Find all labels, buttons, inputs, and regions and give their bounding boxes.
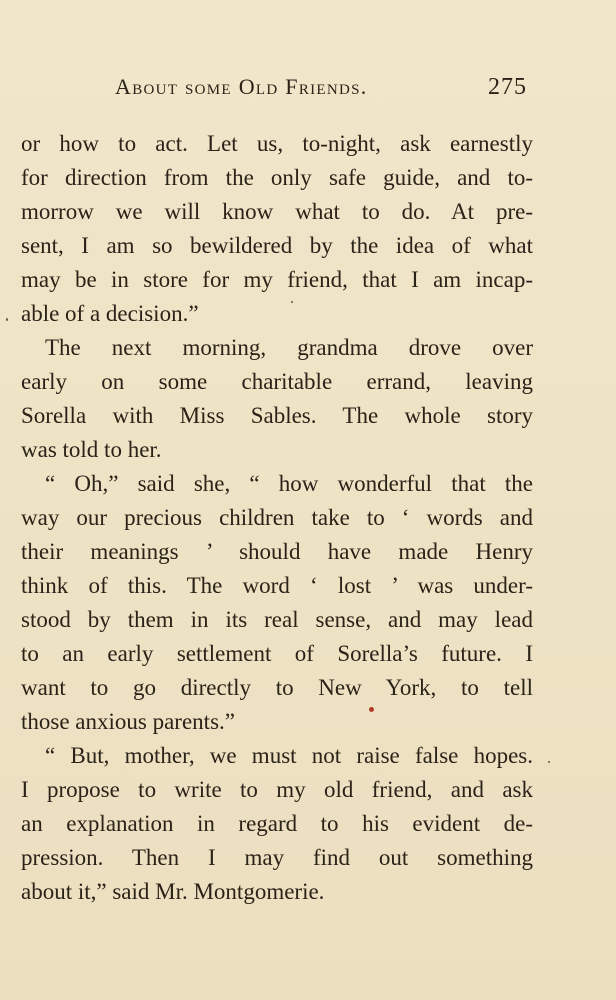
text-line: for direction from the only safe guide, and to- [21,165,533,190]
text-line: able of a decision.” [21,301,199,326]
text-line: about it,” said Mr. Montgomerie. [21,879,325,904]
body-text [21,127,533,909]
text-line: sent, I am so bewildered by the idea of what [21,233,533,258]
text-line: may be in store for my friend, that I am incap- [21,267,533,292]
ink-speck [369,707,374,712]
text-line: stood by them in its real sense, and may lead [21,607,533,632]
text-line: way our precious children take to ‘ words and [21,505,533,530]
text-line: I propose to write to my old friend, and ask [21,777,533,802]
text-line: was told to her. [21,437,162,462]
text-line: The next morning, grandma drove over [45,335,533,360]
ink-speck [6,318,8,321]
text-line: or how to act. Let us, to-night, ask earnestly [21,131,533,156]
text-line: “ Oh,” said she, “ how wonderful that the [45,471,533,496]
text-line: early on some charitable errand, leaving [21,369,533,394]
text-line: an explanation in regard to his evident de- [21,811,533,836]
text-line: morrow we will know what to do. At pre- [21,199,533,224]
page-number: 275 [488,74,527,100]
ink-speck [291,301,293,303]
text-line: think of this. The word ‘ lost ’ was under- [21,573,533,598]
running-head [0,74,616,106]
text-line: “ But, mother, we must not raise false hopes. [45,743,533,768]
text-line: want to go directly to New York, to tell [21,675,533,700]
text-line: their meanings ’ should have made Henry [21,539,533,564]
text-line: pression. Then I may find out something [21,845,533,870]
text-line: Sorella with Miss Sables. The whole story [21,403,533,428]
ink-speck [548,761,550,763]
text-line: those anxious parents.” [21,709,235,734]
text-line: to an early settlement of Sorella’s future. I [21,641,533,666]
running-title: About some Old Friends. [115,74,368,99]
